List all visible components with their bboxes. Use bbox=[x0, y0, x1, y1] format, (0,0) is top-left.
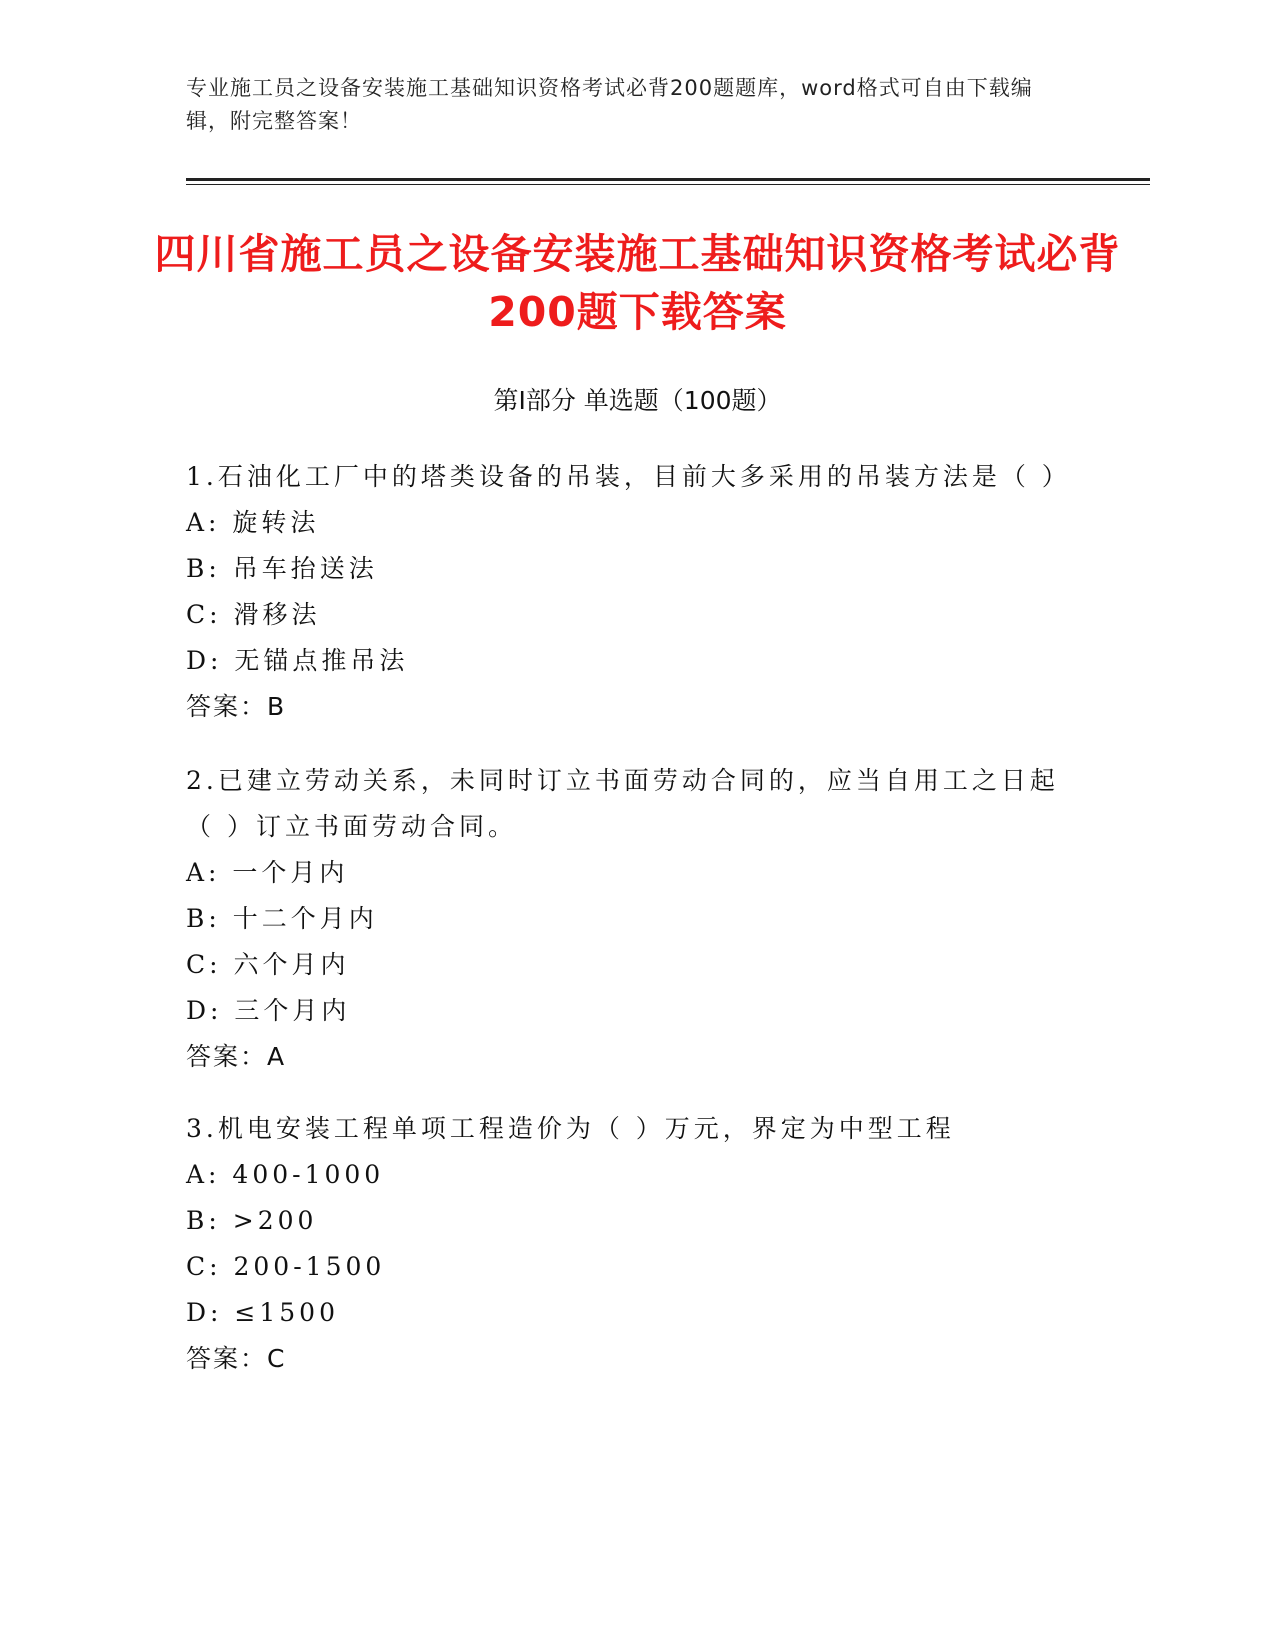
answer-label: 答案：C bbox=[186, 1344, 287, 1373]
answer-label: 答案：B bbox=[186, 692, 287, 721]
question-1 bbox=[186, 454, 1086, 730]
option-a: A: 一个月内 bbox=[186, 858, 349, 887]
option-c: C: 六个月内 bbox=[186, 950, 350, 979]
section-title: 第Ⅰ部分 单选题（100题） bbox=[493, 386, 782, 415]
option-b: B: 十二个月内 bbox=[186, 904, 378, 933]
question-stem: 2.已建立劳动关系，未同时订立书面劳动合同的，应当自用工之日起（ ）订立书面劳动合同。 bbox=[186, 766, 1059, 841]
question-stem: 3.机电安装工程单项工程造价为（ ）万元，界定为中型工程 bbox=[186, 1114, 955, 1143]
header-note: 专业施工员之设备安装施工基础知识资格考试必背200题题库，word格式可自由下载编辑，附完整答案！ bbox=[186, 76, 1033, 133]
question-3 bbox=[186, 1106, 1086, 1382]
question-2 bbox=[186, 758, 1086, 1080]
answer-label: 答案：A bbox=[186, 1042, 287, 1071]
option-d: D: 三个月内 bbox=[186, 996, 351, 1025]
option-d: D: ≤1500 bbox=[186, 1298, 339, 1327]
option-a: A: 旋转法 bbox=[186, 508, 320, 537]
option-c: C: 200-1500 bbox=[186, 1252, 386, 1281]
document-title: 四川省施工员之设备安装施工基础知识资格考试必背200题下载答案 bbox=[154, 230, 1121, 336]
option-d: D: 无锚点推吊法 bbox=[186, 646, 409, 675]
option-c: C: 滑移法 bbox=[186, 600, 321, 629]
header-divider bbox=[186, 178, 1150, 181]
option-b: B: >200 bbox=[186, 1206, 318, 1235]
option-a: A: 400-1000 bbox=[186, 1160, 385, 1189]
option-b: B: 吊车抬送法 bbox=[186, 554, 378, 583]
header-divider-thin bbox=[186, 184, 1150, 185]
question-stem: 1.石油化工厂中的塔类设备的吊装，目前大多采用的吊装方法是（ ） bbox=[186, 462, 1071, 491]
